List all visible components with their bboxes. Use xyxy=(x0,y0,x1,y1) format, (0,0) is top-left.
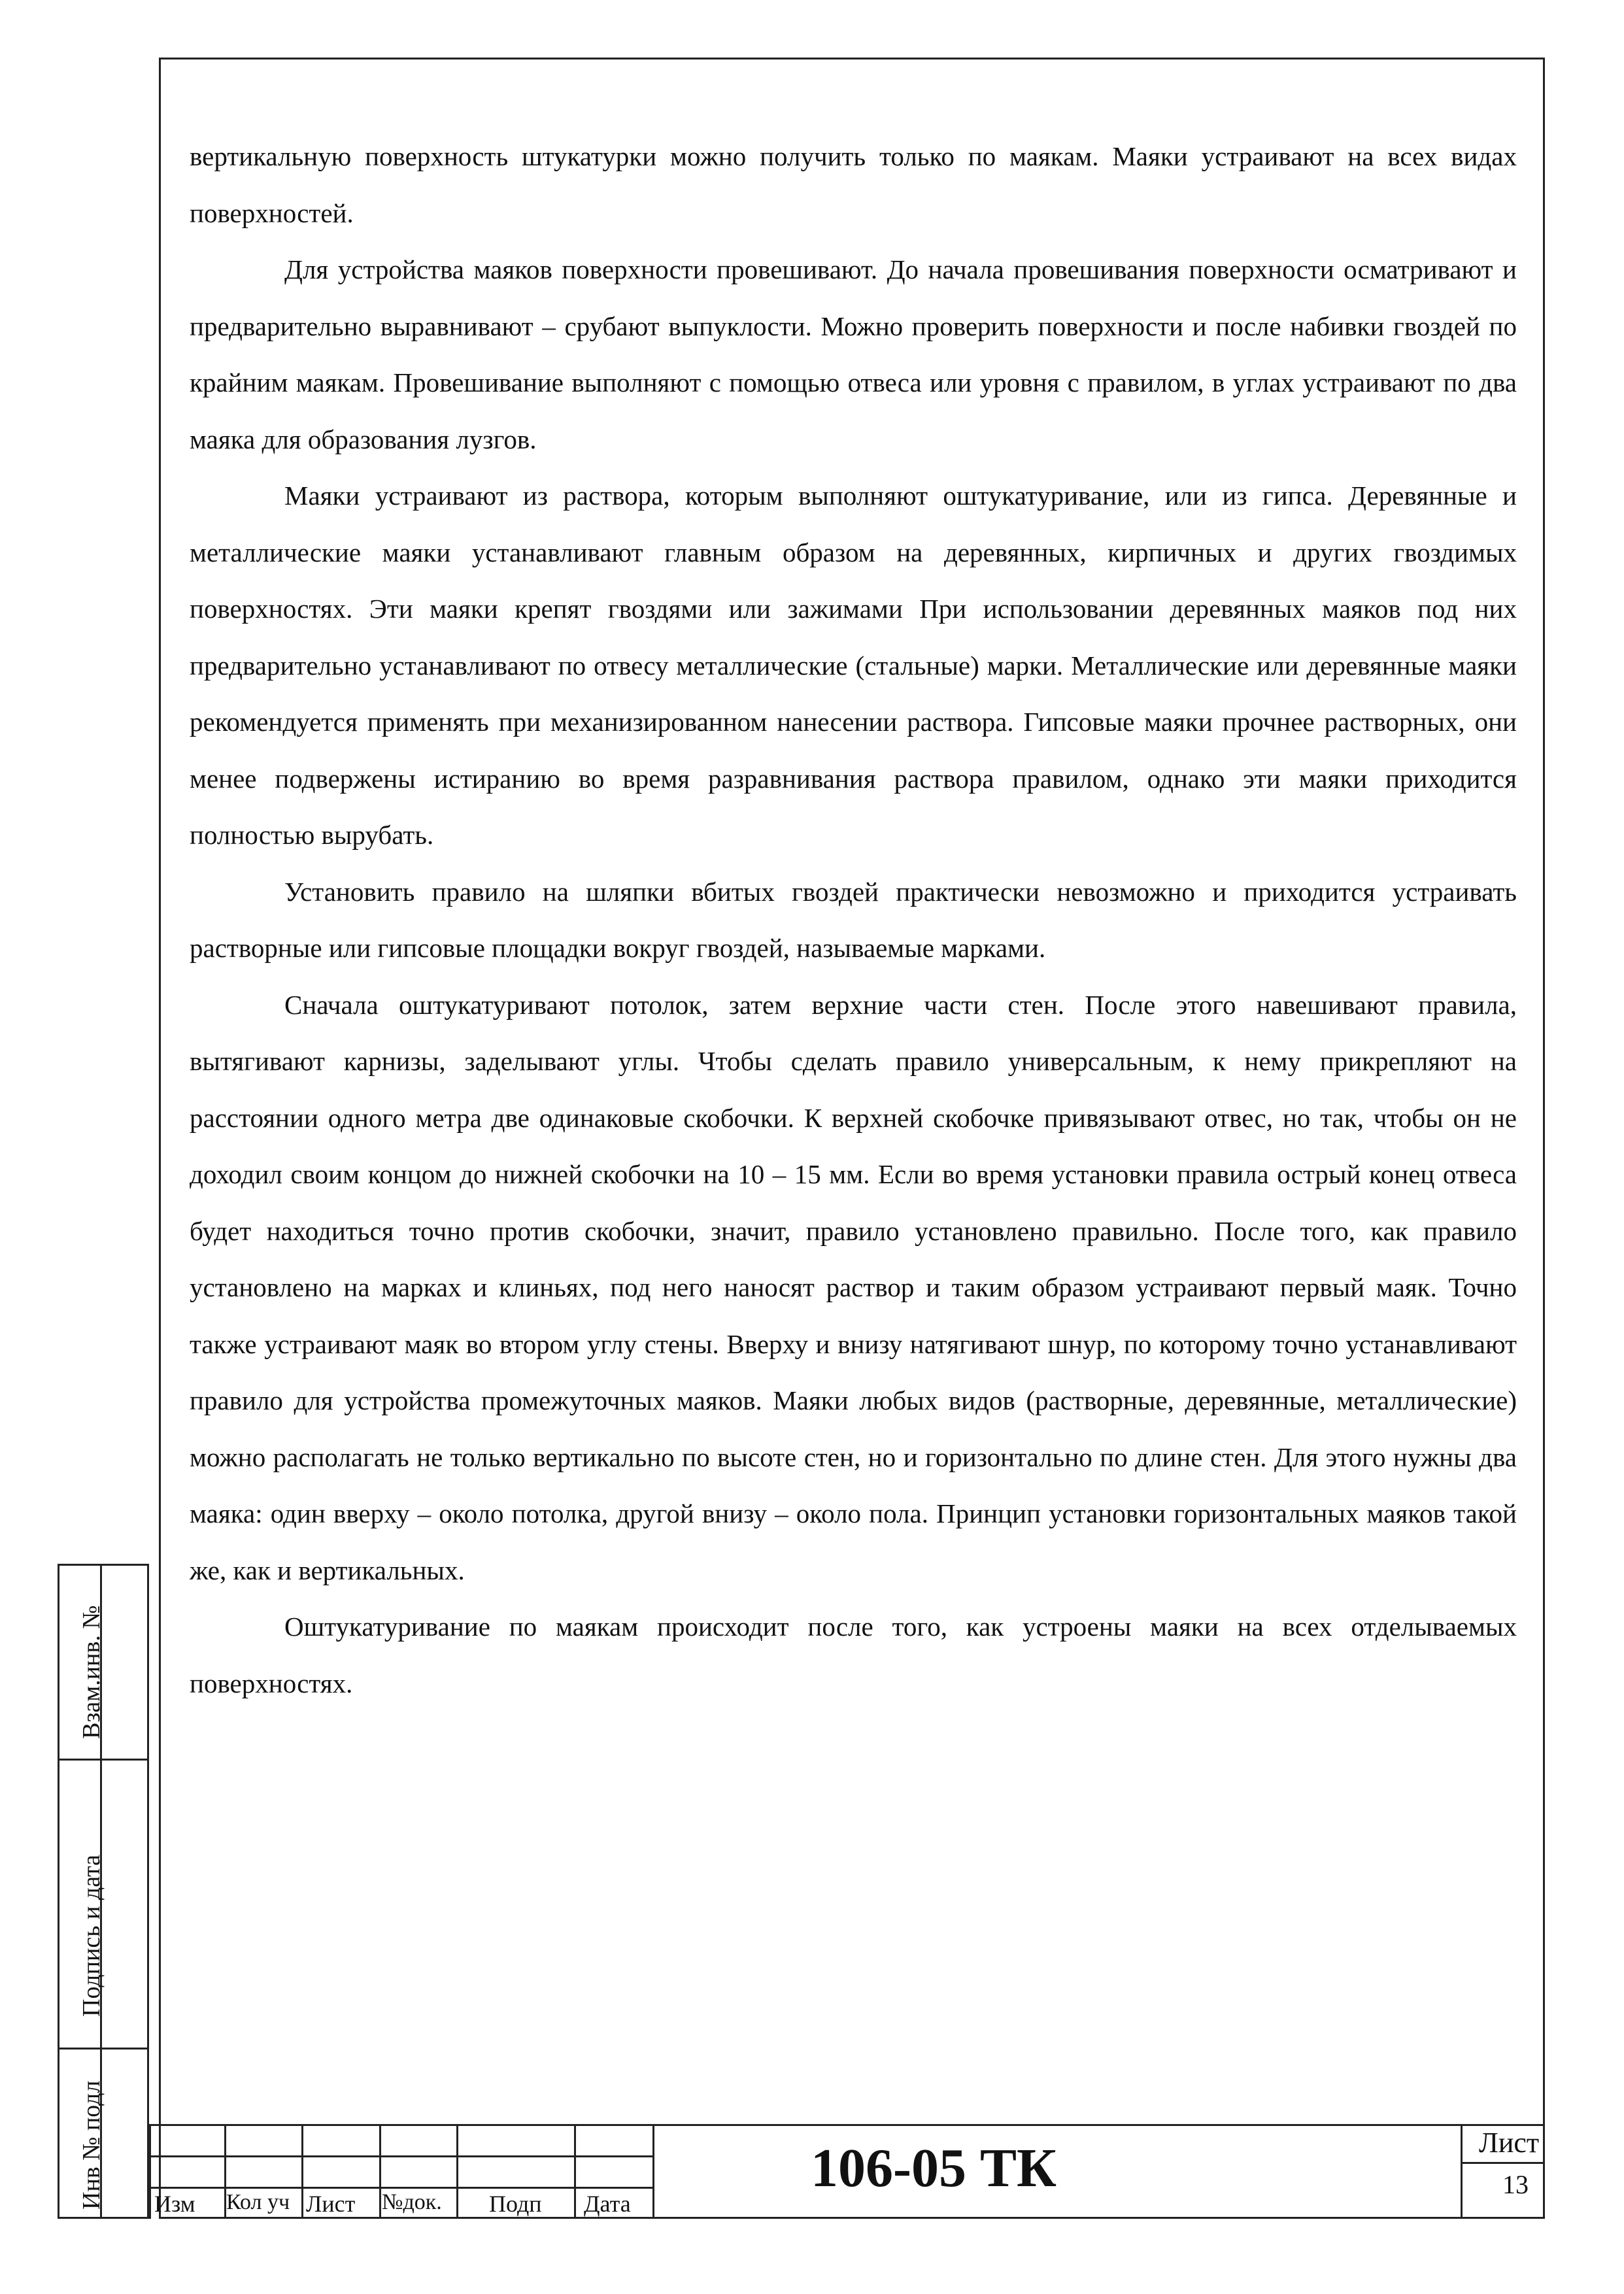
paragraph: вертикальную поверхность штукатурки можно получить только по маякам. Маяки устраивают на всех видах поверхностей. xyxy=(190,141,1517,228)
sheet-number: 13 xyxy=(1502,2170,1529,2199)
podp-label: Подп xyxy=(489,2191,542,2217)
paragraph: Установить правило на шляпки вбитых гвоздей практически невозможно и приходится устраивать растворные или гипсовые площадки вокруг гвоздей, называемые марками. xyxy=(190,876,1517,963)
ndok-label: №док. xyxy=(382,2190,442,2214)
list-label: Лист xyxy=(306,2191,356,2217)
kol-uch-label: Кол уч xyxy=(226,2190,290,2214)
body-text xyxy=(190,128,1517,1712)
data-label: Дата xyxy=(584,2191,631,2217)
paragraph: Оштукатуривание по маякам происходит после того, как устроены маяки на всех отделываемых поверхностях. xyxy=(190,1611,1517,1698)
paragraph: Для устройства маяков поверхности провешивают. До начала провешивания поверхности осматривают и предварительно выравнивают – срубают выпуклости. Можно проверить поверхности и после набивки гвоздей по крайним маякам. Провешивание выполняют с помощью отвеса или уровня с правилом, в углах устраивают по два маяка для образования лузгов. xyxy=(190,254,1517,454)
zam-inv-label: Взам.инв. № xyxy=(78,1605,105,1739)
paragraph: Маяки устраивают из раствора, которым выполняют оштукатуривание, или из гипса. Деревянные и металлические маяки устанавливают главным образом на деревянных, кирпичных и других гвоздимых поверхностях. Эти маяки крепят гвоздями или зажимами При использовании деревянных маяков под них предварительно устанавливают по отвесу металлические (стальные) марки. Металлические или деревянные маяки рекомендуется применять при механизированном нанесении раствора. Гипсовые маяки прочнее растворных, они менее подвержены истиранию во время разравнивания раствора правилом, однако эти маяки приходится полностью вырубать. xyxy=(190,481,1517,850)
inv-podl-label: Инв № подл xyxy=(78,2080,105,2210)
podpis-data-label: Подпись и дата xyxy=(78,1854,105,2017)
paragraph: Сначала оштукатуривают потолок, затем верхние части стен. После этого навешивают правила, вытягивают карнизы, заделывают углы. Чтобы сделать правило универсальным, к нему прикрепляют на расстоянии одного метра две одинаковые скобочки. К верхней скобочке привязывают отвес, но так, чтобы он не доходил своим концом до нижней скобочки на 10 – 15 мм. Если во время установки правила острый конец отвеса будет находиться точно против скобочки, значит, правило установлено правильно. После того, как правило установлено на марках и клиньях, под него наносят раствор и таким образом устраивают первый маяк. Точно также устраивают маяк во втором углу стены. Вверху и внизу натягивают шнур, по которому точно устанавливают правило для устройства промежуточных маяков. Маяки любых видов (растворные, деревянные, металлические) можно располагать не только вертикально по высоте стен, но и горизонтально по длине стен. Для этого нужны два маяка: один вверху – около потолка, другой внизу – около пола. Принцип установки горизонтальных маяков такой же, как и вертикальных. xyxy=(190,989,1517,1585)
sheet-label: Лист xyxy=(1479,2127,1540,2159)
izm-label: Изм xyxy=(154,2191,195,2217)
document-number: 106-05 ТК xyxy=(811,2138,1057,2199)
